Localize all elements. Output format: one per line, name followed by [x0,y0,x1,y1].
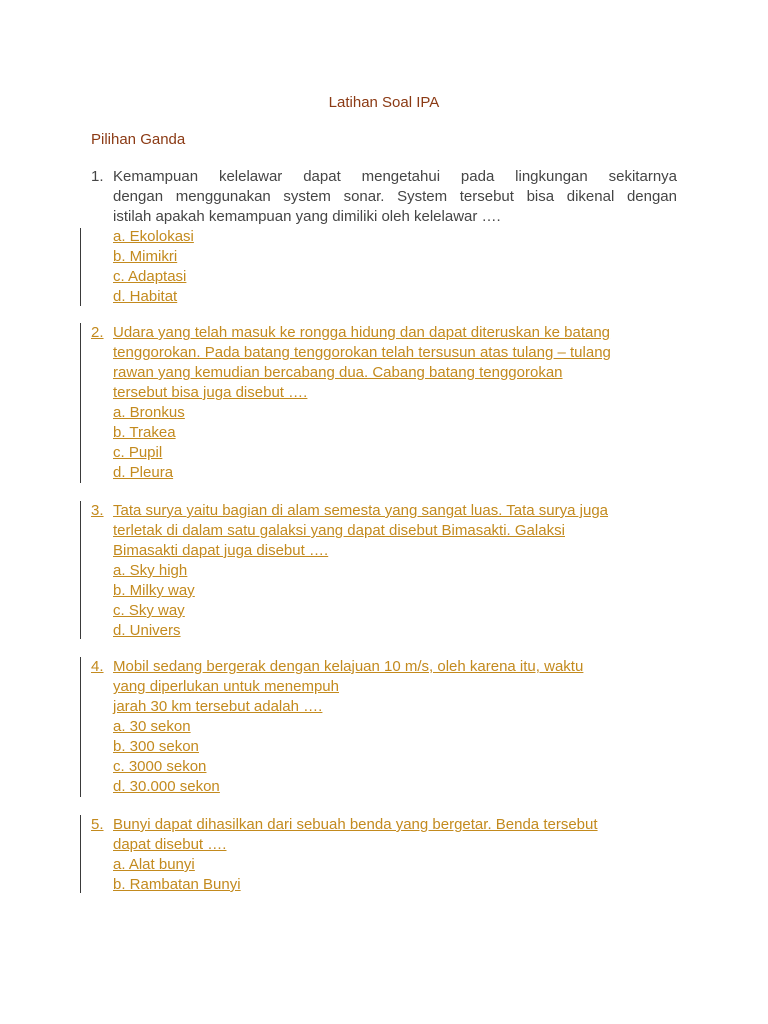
question-5 [91,815,677,895]
option-d: d. Univers [113,622,181,639]
answer-options [113,227,677,307]
question-line: Mobil sedang bergerak dengan kelajuan 10 m/s, oleh karena itu, waktu [113,658,584,675]
question-line: dapat disebut …. [113,836,227,853]
question-text [113,167,677,227]
question-number: 4. [91,658,104,675]
question-line: Udara yang telah masuk ke rongga hidung dan dapat diteruskan ke batang [113,324,611,341]
option-a: a. 30 sekon [113,718,191,735]
question-line: terletak di dalam satu galaksi yang dapat disebut Bimasakti. Galaksi [113,522,565,539]
option-b: b. Trakea [113,424,176,441]
question-number: 2. [91,324,104,341]
question-text [113,815,677,855]
option-a: a. Ekolokasi [113,228,194,245]
question-line: yang diperlukan untuk menempuh [113,678,339,695]
question-number: 5. [91,816,104,833]
option-b: b. Milky way [113,582,195,599]
option-d: d. 30.000 sekon [113,778,220,795]
option-c: c. 3000 sekon [113,758,207,775]
answer-options [113,561,677,641]
option-a: a. Sky high [113,562,188,579]
question-number: 1. [91,168,104,185]
option-c: c. Pupil [113,444,163,461]
question-line: Kemampuan kelelawar dapat mengetahui pada lingkungan sekitarnya [113,168,677,185]
question-text [113,501,677,561]
question-line: Bimasakti dapat juga disebut …. [113,542,329,559]
question-line: dengan menggunakan system sonar. System tersebut bisa dikenal dengan [113,188,677,205]
question-2 [91,323,677,483]
option-b: b. Rambatan Bunyi [113,876,241,893]
question-text [113,323,677,403]
option-c: c. Sky way [113,602,185,619]
change-bar [80,657,81,797]
change-bar [80,501,81,639]
option-a: a. Bronkus [113,404,185,421]
answer-options [113,855,677,895]
option-b: b. Mimikri [113,248,178,265]
option-c: c. Adaptasi [113,268,187,285]
question-line: istilah apakah kemampuan yang dimiliki oleh kelelawar …. [113,208,501,225]
change-bar [80,228,81,306]
answer-options [113,717,677,797]
section-heading: Pilihan Ganda [91,131,186,148]
question-line: jarah 30 km tersebut adalah …. [113,698,323,715]
option-d: d. Pleura [113,464,174,481]
question-text [113,657,677,717]
document-title: Latihan Soal IPA [328,94,440,111]
question-3 [91,501,677,641]
question-1 [91,167,677,307]
question-line: tersebut bisa juga disebut …. [113,384,308,401]
option-b: b. 300 sekon [113,738,199,755]
question-number: 3. [91,502,104,519]
question-line: Bunyi dapat dihasilkan dari sebuah benda yang bergetar. Benda tersebut [113,816,598,833]
question-line: rawan yang kemudian bercabang dua. Cabang batang tenggorokan [113,364,563,381]
question-4 [91,657,677,797]
option-d: d. Habitat [113,288,178,305]
option-a: a. Alat bunyi [113,856,195,873]
change-bar [80,815,81,893]
question-line: tenggorokan. Pada batang tenggorokan telah tersusun atas tulang – tulang [113,344,611,361]
change-bar [80,323,81,483]
question-line: Tata surya yaitu bagian di alam semesta yang sangat luas. Tata surya juga [113,502,609,519]
answer-options [113,403,677,483]
